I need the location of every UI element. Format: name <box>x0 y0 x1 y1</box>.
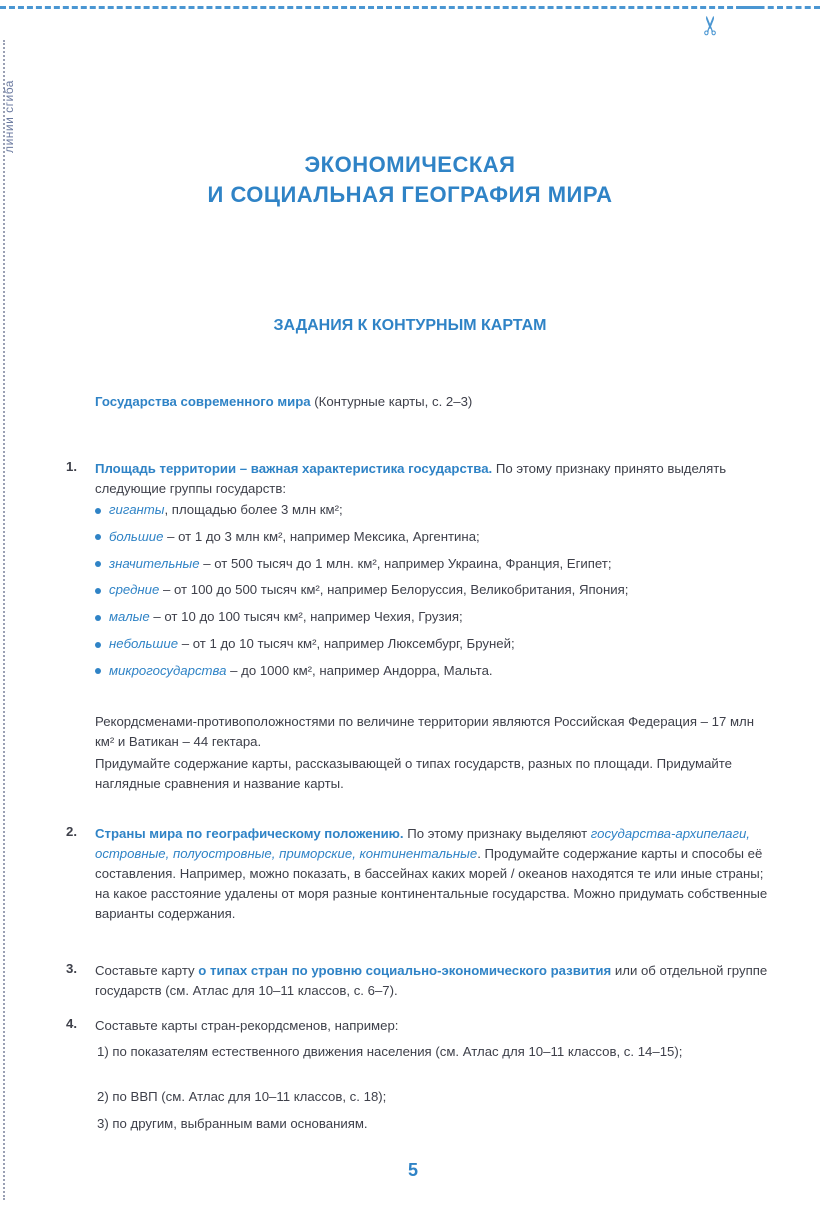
list-item: небольшие – от 1 до 10 тысяч км², например Люксембург, Бруней; <box>95 634 775 661</box>
list-item: гиганты, площадью более 3 млн км²; <box>95 500 775 527</box>
task-1-para-1: Рекордсменами-противоположностями по величине территории являются Российская Федерация – 17 млн км² и Ватикан – 44 гектара. <box>95 714 754 749</box>
page-title <box>100 150 720 210</box>
task-4-number: 4. <box>66 1016 77 1031</box>
task-1-bold: Площадь территории – важная характеристика государства. <box>95 461 493 476</box>
perforation-line <box>3 40 5 1200</box>
task-4-intro: Составьте карты стран-рекордсменов, например: <box>95 1018 399 1033</box>
task-4-sub-1: 1) по показателям естественного движения населения (см. Атлас для 10–11 классов, с. 14–15); <box>97 1044 683 1059</box>
section-ref: (Контурные карты, с. 2–3) <box>310 394 473 409</box>
task-1-para-2: Придумайте содержание карты, рассказывающей о типах государств, разных по площади. Придумайте наглядные сравнения и название карты. <box>95 756 732 791</box>
task-3-text: Составьте карту о типах стран по уровню социально-экономического развития или об отдельной группе государств (см. Атлас для 10–11 классов, с. 6–7). <box>95 963 768 998</box>
fold-line-label: линии сгиба <box>2 80 16 153</box>
list-item: большие – от 1 до 3 млн км², например Мексика, Аргентина; <box>95 527 775 554</box>
list-item: средние – от 100 до 500 тысяч км², например Белоруссия, Великобритания, Япония; <box>95 580 775 607</box>
task-2-types: государства-архипелаги, островные, полуостровные, приморские, континентальные <box>95 826 750 861</box>
cut-line-end <box>740 6 820 9</box>
title-line-1: ЭКОНОМИЧЕСКАЯ <box>304 152 516 177</box>
cut-line <box>0 6 760 9</box>
list-item: малые – от 10 до 100 тысяч км², например Чехия, Грузия; <box>95 607 775 634</box>
task-3-number: 3. <box>66 961 77 976</box>
size-groups-list <box>95 500 775 688</box>
task-2-text: Страны мира по географическому положению. По этому признаку выделяют государства-архипелаги, островные, полуостровные, приморские, континентальные. Продумайте содержание карты и способы её составления. Например, можно показать, в бассейнах каких морей / океанов находятся те или иные страны; на какое расстояние удалены от моря разные континентальные государства. Можно придумать собственные варианты содержания. <box>95 826 768 921</box>
task-3-bold: о типах стран по уровню социально-экономического развития <box>198 963 612 978</box>
task-1-text <box>95 459 770 499</box>
bullet-icon <box>95 508 101 514</box>
scissors-icon: ✂ <box>695 14 726 37</box>
section-subtitle: ЗАДАНИЯ К КОНТУРНЫМ КАРТАМ <box>273 317 547 334</box>
task-4-sub-2: 2) по ВВП (см. Атлас для 10–11 классов, с. 18); <box>97 1089 387 1104</box>
list-item: значительные – от 500 тысяч до 1 млн. км², например Украина, Франция, Египет; <box>95 554 775 581</box>
bullet-icon <box>95 642 101 648</box>
task-1-body: По этому признаку принято выделять следующие группы государств: <box>95 461 727 496</box>
task-2-number: 2. <box>66 824 77 839</box>
bullet-icon <box>95 534 101 540</box>
bullet-icon <box>95 668 101 674</box>
bullet-icon <box>95 615 101 621</box>
bullet-icon <box>95 561 101 567</box>
title-line-2: И СОЦИАЛЬНАЯ ГЕОГРАФИЯ МИРА <box>207 182 613 207</box>
page-number: 5 <box>408 1160 419 1180</box>
task-2-bold: Страны мира по географическому положению. <box>95 826 404 841</box>
section-heading: Государства современного мира <box>95 394 311 409</box>
bullet-icon <box>95 588 101 594</box>
task-1-number: 1. <box>66 459 77 474</box>
task-4-sub-3: 3) по другим, выбранным вами основаниям. <box>97 1116 368 1131</box>
list-item: микрогосударства – до 1000 км², например Андорра, Мальта. <box>95 661 775 688</box>
section-heading-line <box>95 392 775 412</box>
